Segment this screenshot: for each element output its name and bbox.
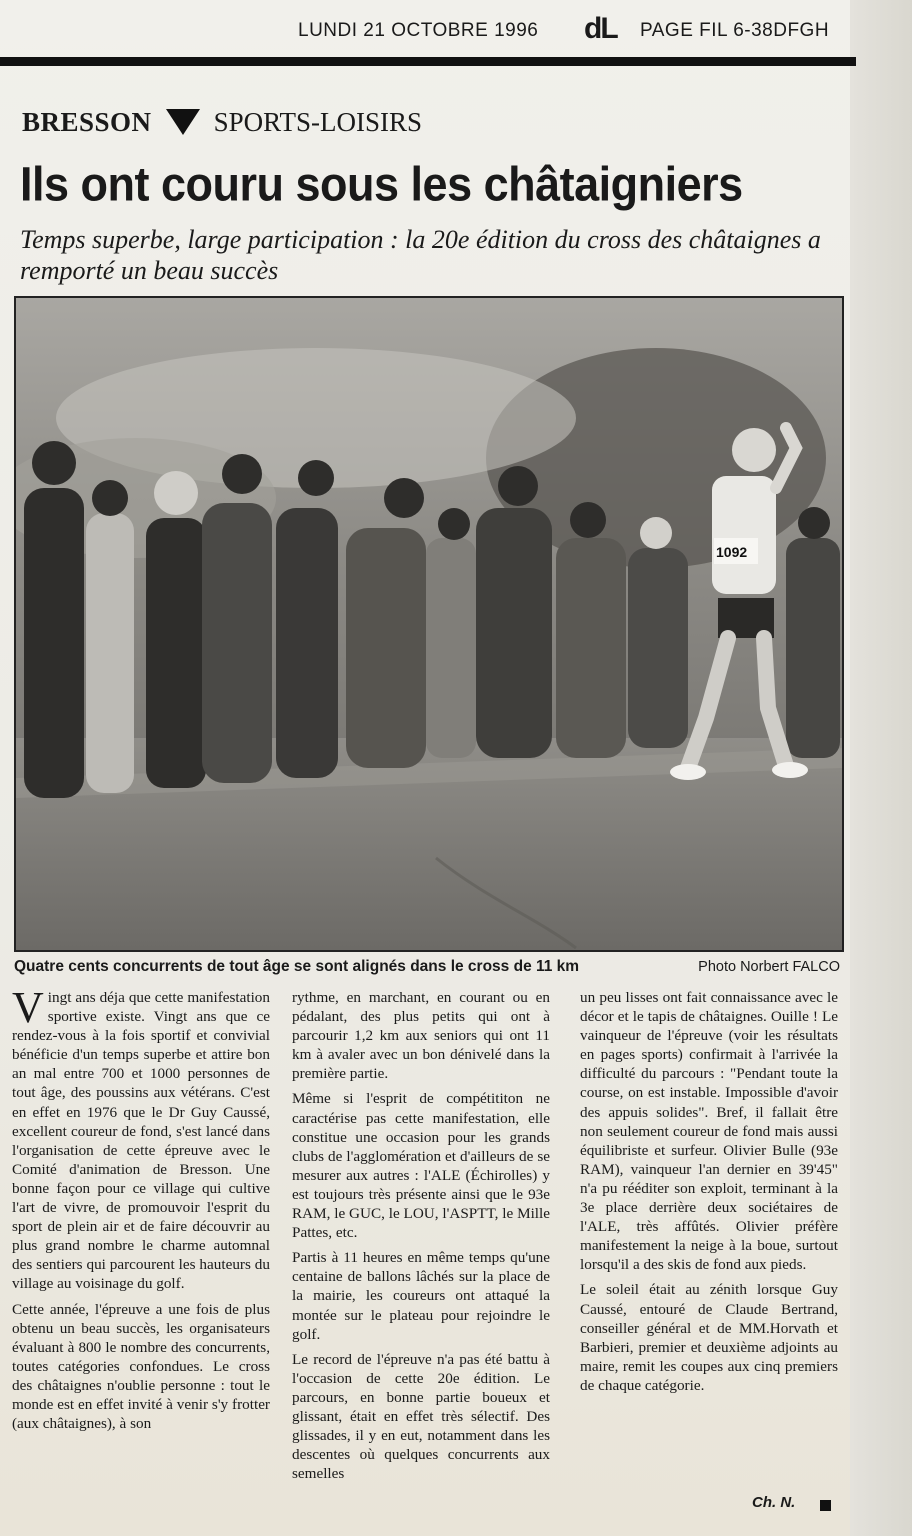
article-paragraph: Le record de l'épreuve n'a pas été battu à l'occasion de cette 20e édition. Le parcours, en bonne partie boueux et glissant, était en effet très sélectif. Des glissades, il y en eut, notamment dans les descentes où quelques concurrents aux semelles (292, 1350, 550, 1483)
photo-caption (14, 958, 840, 982)
newspaper-logo: dL (584, 12, 617, 45)
article-column-1 (12, 983, 270, 1439)
drop-cap: V (12, 983, 44, 1032)
section-rubric (22, 104, 422, 140)
header-page-info: PAGE FIL 6-38DFGH (640, 20, 830, 41)
page-header (0, 14, 860, 50)
photo-credit: Photo Norbert FALCO (698, 959, 840, 975)
article-headline: Ils ont couru sous les châtaigniers (20, 156, 743, 212)
article-paragraph: Le soleil était au zénith lorsque Guy Caussé, entouré de Claude Bertrand, conseiller général et de MM.Horvath et Barbieri, premier et deuxième adjoints au maire, remit les coupes aux cinq premiers de chaque catégorie. (580, 1281, 838, 1394)
article-paragraph: Cette année, l'épreuve a une fois de plus obtenu un beau succès, les organisateurs évaluant à 800 le nombre des concurrents, toutes catégories confondues. Le cross des châtaignes n'oublie personne : tout le monde est en effet invité à venir s'y frotter (aux châtaignes), à son (12, 1300, 270, 1433)
photo-runners-and-spectators (16, 298, 842, 950)
end-mark-icon (820, 1500, 831, 1511)
rubric-town: BRESSON (22, 106, 152, 137)
author-signature: Ch. N. (752, 1494, 796, 1511)
article-paragraph: rythme, en marchant, en courant ou en pédalant, des plus petits qui ont à parcourir 1,2 km aux seniors qui ont 11 km à avaler avec un bon dénivelé dans la première partie. (292, 989, 550, 1083)
header-rule (0, 57, 856, 66)
rubric-section: SPORTS-LOISIRS (213, 106, 422, 137)
article-column-3 (580, 988, 838, 1401)
triangle-down-icon (166, 109, 200, 135)
page-edge-shadow (850, 0, 912, 1536)
article-subhead: Temps superbe, large participation : la 20e édition du cross des châtaignes a remporté un beau succès (20, 225, 821, 285)
article-column-2 (292, 988, 550, 1489)
article-paragraph: un peu lisses ont fait connaissance avec le décor et le tapis de châtaignes. Ouille ! Le vainqueur de l'épreuve (voir les résultats en pages sports) confirmait à l'arrivée la difficulté du parcours : "Pendant toute la course, on est instable. Impossible d'avoir des appuis solides". Bref, il fallait être non seulement coureur de fond mais aussi équilibriste et surfeur. Olivier Bulle (93e RAM), vainqueur l'an dernier en 39'45" n'a pu rééditer son exploit, terminant à la 3e place derrière deux sociétaires de l'ALE, très affûtés. Olivier préfère manifestement la neige à la boue, surtout lorsqu'il a des skis de fond aux pieds. (580, 989, 838, 1274)
caption-text: Quatre cents concurrents de tout âge se sont alignés dans le cross de 11 km (14, 958, 580, 975)
article-paragraph: Même si l'esprit de compétititon ne caractérise pas cette manifestation, elle constitue une occasion pour les grands clubs de l'agglomération et d'ailleurs de se mesurer aux autres : l'ALE (Échirolles) y est toujours très présente ainsi que le 93e RAM, le GUC, le LOU, l'ASPTT, le Mille Pattes, etc. (292, 1090, 550, 1242)
bib-number: 1092 (716, 544, 748, 560)
article-paragraph: Vingt ans déja que cette manifestation sportive existe. Vingt ans que ce rendez-vous à la fois sportif et convivial bénéficie d'un temps superbe et attire bon an mal entre 700 et 1000 personnes de tout âge, des poussins aux vétérans. C'est en effet en 1976 que le Dr Guy Caussé, excellent coureur de fond, s'est lancé dans l'organisation de cette épreuve avec le Comité d'animation de Bresson. Une bonne façon pour ce village qui cultive l'art de vivre, de promouvoir l'esprit du sport de plein air et de faire découvrir au plus grand nombre le charme automnal des sentiers qui parcourent les hauteurs du village au voisinage du golf. (12, 983, 270, 1293)
article-photo (14, 296, 844, 952)
header-date: LUNDI 21 OCTOBRE 1996 (298, 20, 539, 41)
article-paragraph: Partis à 11 heures en même temps qu'une centaine de ballons lâchés sur la place de la mairie, les coureurs ont attaqué la montée sur le plateau pour rejoindre le golf. (292, 1249, 550, 1343)
